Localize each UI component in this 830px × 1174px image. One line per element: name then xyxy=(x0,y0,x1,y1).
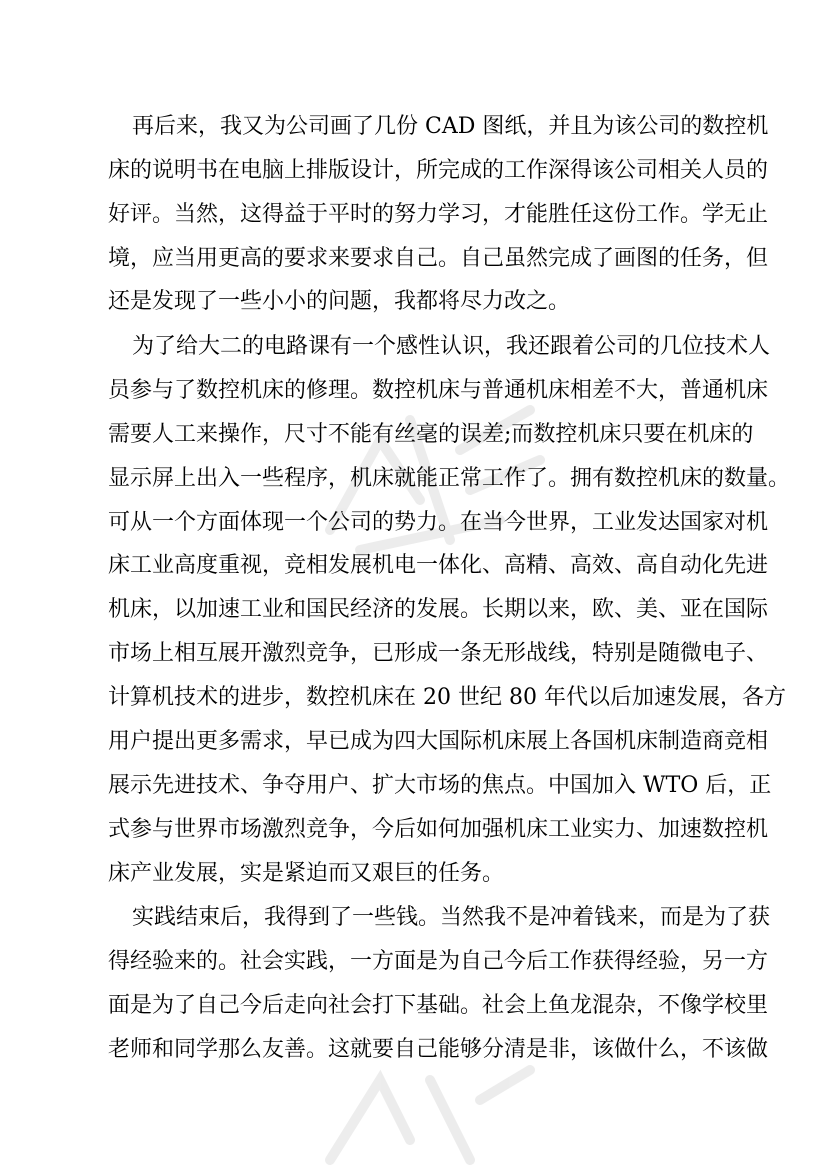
paragraph-2-line-3: 需要人工来操作，尺寸不能有丝毫的误差;而数控机床只要在机床的 xyxy=(108,422,754,447)
paragraph-2-line-13: 床产业发展，实是紧迫而又艰巨的任务。 xyxy=(108,861,505,886)
paragraph-2-line-7: 机床，以加速工业和国民经济的发展。长期以来，欧、美、亚在国际 xyxy=(108,597,769,622)
paragraph-3-line-4: 老师和同学那么友善。这就要自己能够分清是非，该做什么，不该做 xyxy=(108,1037,769,1062)
paragraph-2-line-12: 式参与世界市场激烈竞争，今后如何加强机床工业实力、加速数控机 xyxy=(108,817,769,842)
paragraph-2-line-5: 可从一个方面体现一个公司的势力。在当今世界，工业发达国家对机 xyxy=(108,510,769,535)
paragraph-1-line-1: 再后来，我又为公司画了几份 CAD 图纸，并且为该公司的数控机 xyxy=(132,114,769,139)
watermark-logo-bottom-icon xyxy=(300,1060,540,1170)
paragraph-2-line-9: 计算机技术的进步，数控机床在 20 世纪 80 年代以后加速发展，各方 xyxy=(108,685,786,710)
paragraph-2-line-10: 用户提出更多需求，早已成为四大国际机床展上各国机床制造商竞相 xyxy=(108,729,769,754)
paragraph-2-line-1: 为了给大二的电路课有一个感性认识，我还跟着公司的几位技术人 xyxy=(132,334,771,359)
paragraph-3-line-2: 得经验来的。社会实践，一方面是为自己今后工作获得经验，另一方 xyxy=(108,949,769,974)
paragraph-1-line-3: 好评。当然，这得益于平时的努力学习，才能胜任这份工作。学无止 xyxy=(108,202,769,227)
paragraph-2-line-2: 员参与了数控机床的修理。数控机床与普通机床相差不大，普通机床 xyxy=(108,378,769,403)
paragraph-2-line-11: 展示先进技术、争夺用户、扩大市场的焦点。中国加入 WTO 后，正 xyxy=(108,773,772,798)
paragraph-2-line-4: 显示屏上出入一些程序，机床就能正常工作了。拥有数控机床的数量。 xyxy=(108,466,791,491)
paragraph-2-line-6: 床工业高度重视，竞相发展机电一体化、高精、高效、高自动化先进 xyxy=(108,553,769,578)
paragraph-3-line-3: 面是为了自己今后走向社会打下基础。社会上鱼龙混杂，不像学校里 xyxy=(108,993,769,1018)
paragraph-1-line-5: 还是发现了一些小小的问题，我都将尽力改之。 xyxy=(108,289,571,314)
paragraph-3-line-1: 实践结束后，我得到了一些钱。当然我不是冲着钱来，而是为了获 xyxy=(132,905,771,930)
paragraph-1-line-4: 境，应当用更高的要求来要求自己。自己虽然完成了画图的任务，但 xyxy=(108,246,769,271)
paragraph-2-line-8: 市场上相互展开激烈竞争，已形成一条无形战线，特别是随微电子、 xyxy=(108,641,769,666)
paragraph-1-line-2: 床的说明书在电脑上排版设计，所完成的工作深得该公司相关人员的 xyxy=(108,158,769,183)
